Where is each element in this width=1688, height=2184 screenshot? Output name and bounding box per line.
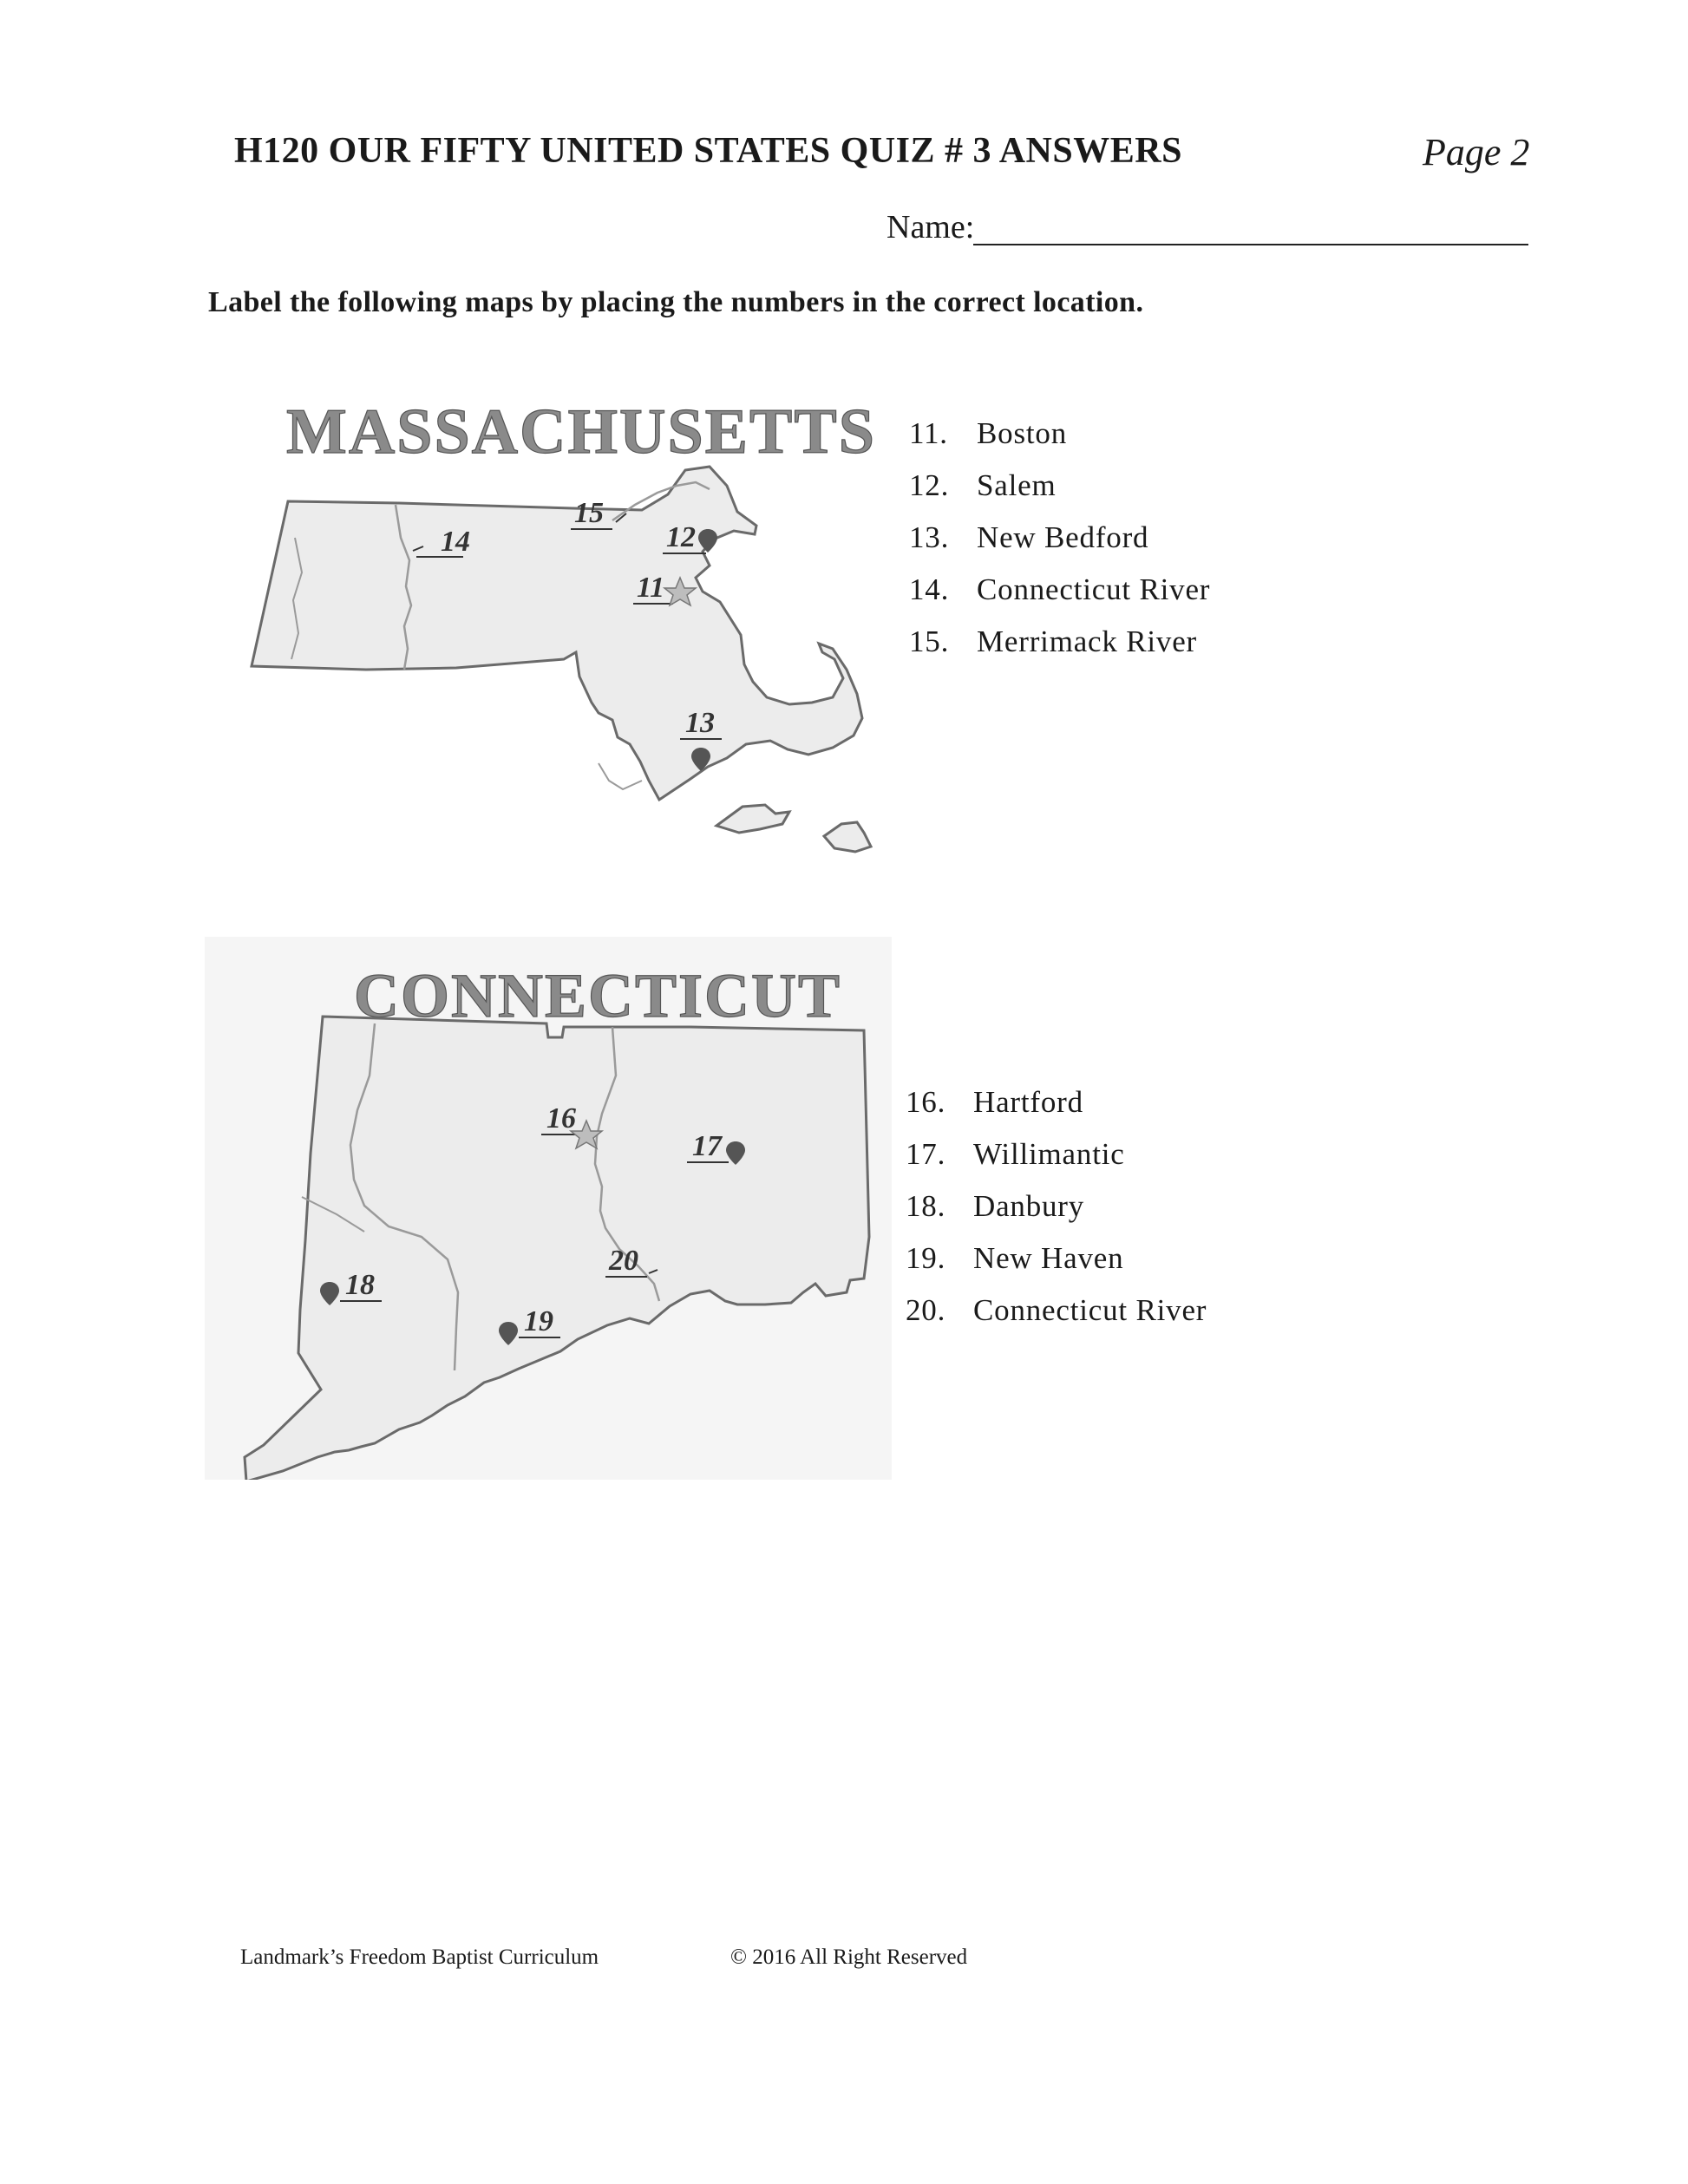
list-item: 18. Danbury bbox=[906, 1189, 1085, 1223]
list-item: 14. Connecticut River bbox=[909, 572, 1211, 606]
list-item: 17. Willimantic bbox=[906, 1137, 1125, 1171]
footer-curriculum: Landmark’s Freedom Baptist Curriculum bbox=[240, 1945, 599, 1969]
map-label-19: 19 bbox=[524, 1305, 553, 1337]
marthas-vineyard-island bbox=[716, 805, 789, 833]
list-item: 13. New Bedford bbox=[909, 520, 1149, 554]
list-item: 20. Connecticut River bbox=[906, 1293, 1207, 1327]
list-item: 16. Hartford bbox=[906, 1085, 1083, 1119]
map-label-13: 13 bbox=[685, 707, 715, 739]
map-label-12: 12 bbox=[666, 521, 696, 553]
inner-river-line bbox=[599, 763, 642, 789]
nantucket-island bbox=[824, 822, 871, 852]
connecticut-answer-list bbox=[906, 1076, 1207, 1337]
connecticut-map bbox=[205, 937, 892, 1480]
list-item: 11. Boston bbox=[909, 416, 1067, 450]
map-label-17: 17 bbox=[692, 1130, 722, 1162]
massachusetts-map bbox=[234, 373, 893, 876]
map-label-18: 18 bbox=[345, 1269, 375, 1301]
massachusetts-map-title: MASSACHUSETTS bbox=[286, 396, 876, 468]
list-item: 12. Salem bbox=[909, 468, 1057, 502]
map-label-11: 11 bbox=[637, 572, 665, 604]
massachusetts-outline bbox=[252, 467, 862, 800]
page-number: Page 2 bbox=[1423, 131, 1530, 173]
map-label-16: 16 bbox=[546, 1102, 576, 1135]
massachusetts-answer-list bbox=[909, 408, 1210, 668]
page-title: H120 OUR FIFTY UNITED STATES QUIZ # 3 ANSWERS bbox=[234, 131, 1182, 171]
name-field[interactable] bbox=[973, 244, 1528, 245]
map-label-14: 14 bbox=[441, 526, 470, 558]
name-label: Name: bbox=[887, 209, 975, 245]
map-label-15: 15 bbox=[574, 497, 604, 529]
list-item: 15. Merrimack River bbox=[909, 624, 1197, 658]
map-label-20: 20 bbox=[609, 1245, 638, 1277]
list-item: 19. New Haven bbox=[906, 1241, 1124, 1275]
connecticut-map-title: CONNECTICUT bbox=[354, 961, 842, 1030]
footer-copyright: © 2016 All Right Reserved bbox=[730, 1945, 968, 1969]
instructions: Label the following maps by placing the numbers in the correct location. bbox=[208, 286, 1144, 318]
